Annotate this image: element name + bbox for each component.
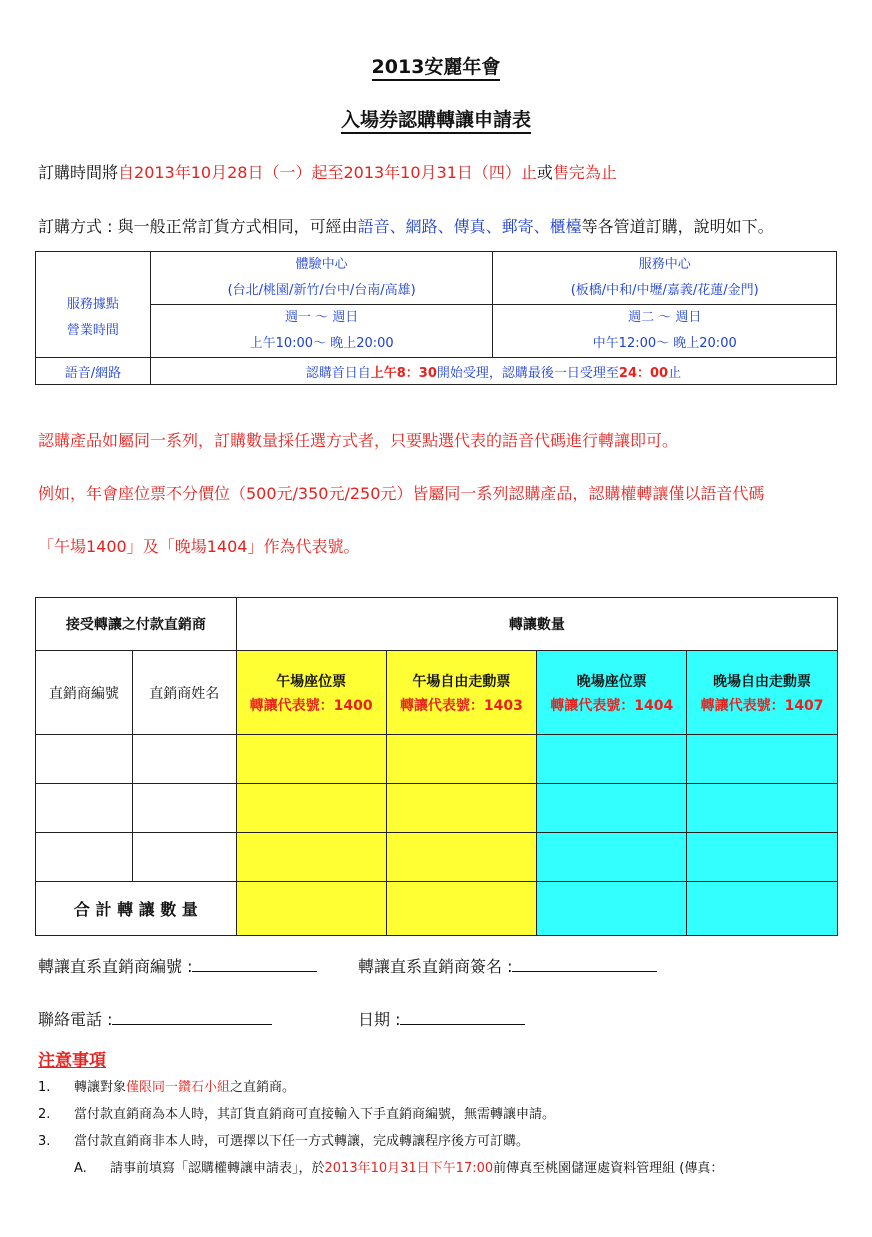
voice-web-hours: 認購首日自上午8：30開始受理，認購最後一日受理至24：00止 [150,358,836,385]
col-evening-seat: 晚場座位票 轉讓代表號：1404 [537,651,687,735]
col-noon-free: 午場自由走動票 轉讓代表號：1403 [386,651,537,735]
quantity-header: 轉讓數量 [236,598,837,651]
id-input-cell[interactable] [36,784,133,833]
col-noon-seat: 午場座位票 轉讓代表號：1400 [236,651,386,735]
order-time: 訂購時間將自2013年10月28日（一）起至2013年10月31日（四）止或售完為止 [38,163,617,182]
service-hours-cell: 週二 ～ 週日 中午12:00～ 晚上20:00 [493,305,837,358]
transfer-quantity-table [35,597,838,936]
document-title: 2013安麗年會 [0,52,872,79]
service-center-cell: 服務中心 (板橋/中和/中壢/嘉義/花蓮/金門) [493,252,837,305]
date-field[interactable]: 日期 : [358,1007,525,1030]
col-distributor-id: 直銷商編號 [36,651,133,735]
table-row [36,784,838,833]
notice-line-2: 例如，年會座位票不分價位（500元/350元/250元）皆屬同一系列認購產品，認購權轉讓僅以語音代碼 [38,484,765,503]
col-distributor-name: 直銷商姓名 [132,651,236,735]
total-cell[interactable] [386,882,537,936]
note-3a: A. 請事前填寫「認購權轉讓申請表」，於2013年10月31日下午17:00前傳真至桃園儲運處資料管理組 (傳真： [74,1161,724,1176]
qty-input-cell[interactable] [386,833,537,882]
qty-input-cell[interactable] [236,735,386,784]
qty-input-cell[interactable] [537,784,687,833]
total-cell[interactable] [236,882,386,936]
qty-input-cell[interactable] [386,784,537,833]
name-input-cell[interactable] [132,784,236,833]
total-cell[interactable] [537,882,687,936]
notes-title: 注意事項 [38,1051,106,1071]
name-input-cell[interactable] [132,735,236,784]
seller-id-field[interactable]: 轉讓直系直銷商編號 : [38,954,317,977]
phone-field[interactable]: 聯絡電話 : [38,1007,272,1030]
qty-input-cell[interactable] [236,784,386,833]
receiver-header: 接受轉讓之付款直銷商 [36,598,237,651]
qty-input-cell[interactable] [537,833,687,882]
form-title: 入場券認購轉讓申請表 [0,105,872,132]
table-row [36,735,838,784]
qty-input-cell[interactable] [386,735,537,784]
seller-signature-field[interactable]: 轉讓直系直銷商簽名 : [358,954,657,977]
note-1: 1. 轉讓對象僅限同一鑽石小組之直銷商。 [38,1080,296,1095]
id-input-cell[interactable] [36,735,133,784]
experience-center-cell: 體驗中心 (台北/桃園/新竹/台中/台南/高雄) [150,252,493,305]
total-label: 合 計 轉 讓 數 量 [36,882,237,936]
qty-input-cell[interactable] [687,833,838,882]
table-row [36,833,838,882]
notice-line-3: 「午場1400」及「晚場1404」作為代表號。 [38,537,360,556]
order-method: 訂購方式 : 與一般正常訂貨方式相同，可經由語音、網路、傳真、郵寄、櫃檯等各管道訂購，說明如下。 [38,217,774,236]
voice-web-label: 語音/網路 [36,358,151,385]
col-evening-free: 晚場自由走動票 轉讓代表號：1407 [687,651,838,735]
name-input-cell[interactable] [132,833,236,882]
service-hours-table [35,251,837,385]
experience-hours-cell: 週一 ～ 週日 上午10:00～ 晚上20:00 [150,305,493,358]
note-2: 2. 當付款直銷商為本人時，其訂貨直銷商可直接輸入下手直銷商編號，無需轉讓申請。 [38,1107,556,1122]
qty-input-cell[interactable] [687,735,838,784]
qty-input-cell[interactable] [537,735,687,784]
notice-line-1: 認購產品如屬同一系列，訂購數量採任選方式者，只要點選代表的語音代碼進行轉讓即可。 [38,431,679,450]
id-input-cell[interactable] [36,833,133,882]
total-cell[interactable] [687,882,838,936]
qty-input-cell[interactable] [236,833,386,882]
note-3: 3. 當付款直銷商非本人時，可選擇以下任一方式轉讓，完成轉讓程序後方可訂購。 [38,1134,530,1149]
row-label-service: 服務據點 營業時間 [36,252,151,358]
qty-input-cell[interactable] [687,784,838,833]
